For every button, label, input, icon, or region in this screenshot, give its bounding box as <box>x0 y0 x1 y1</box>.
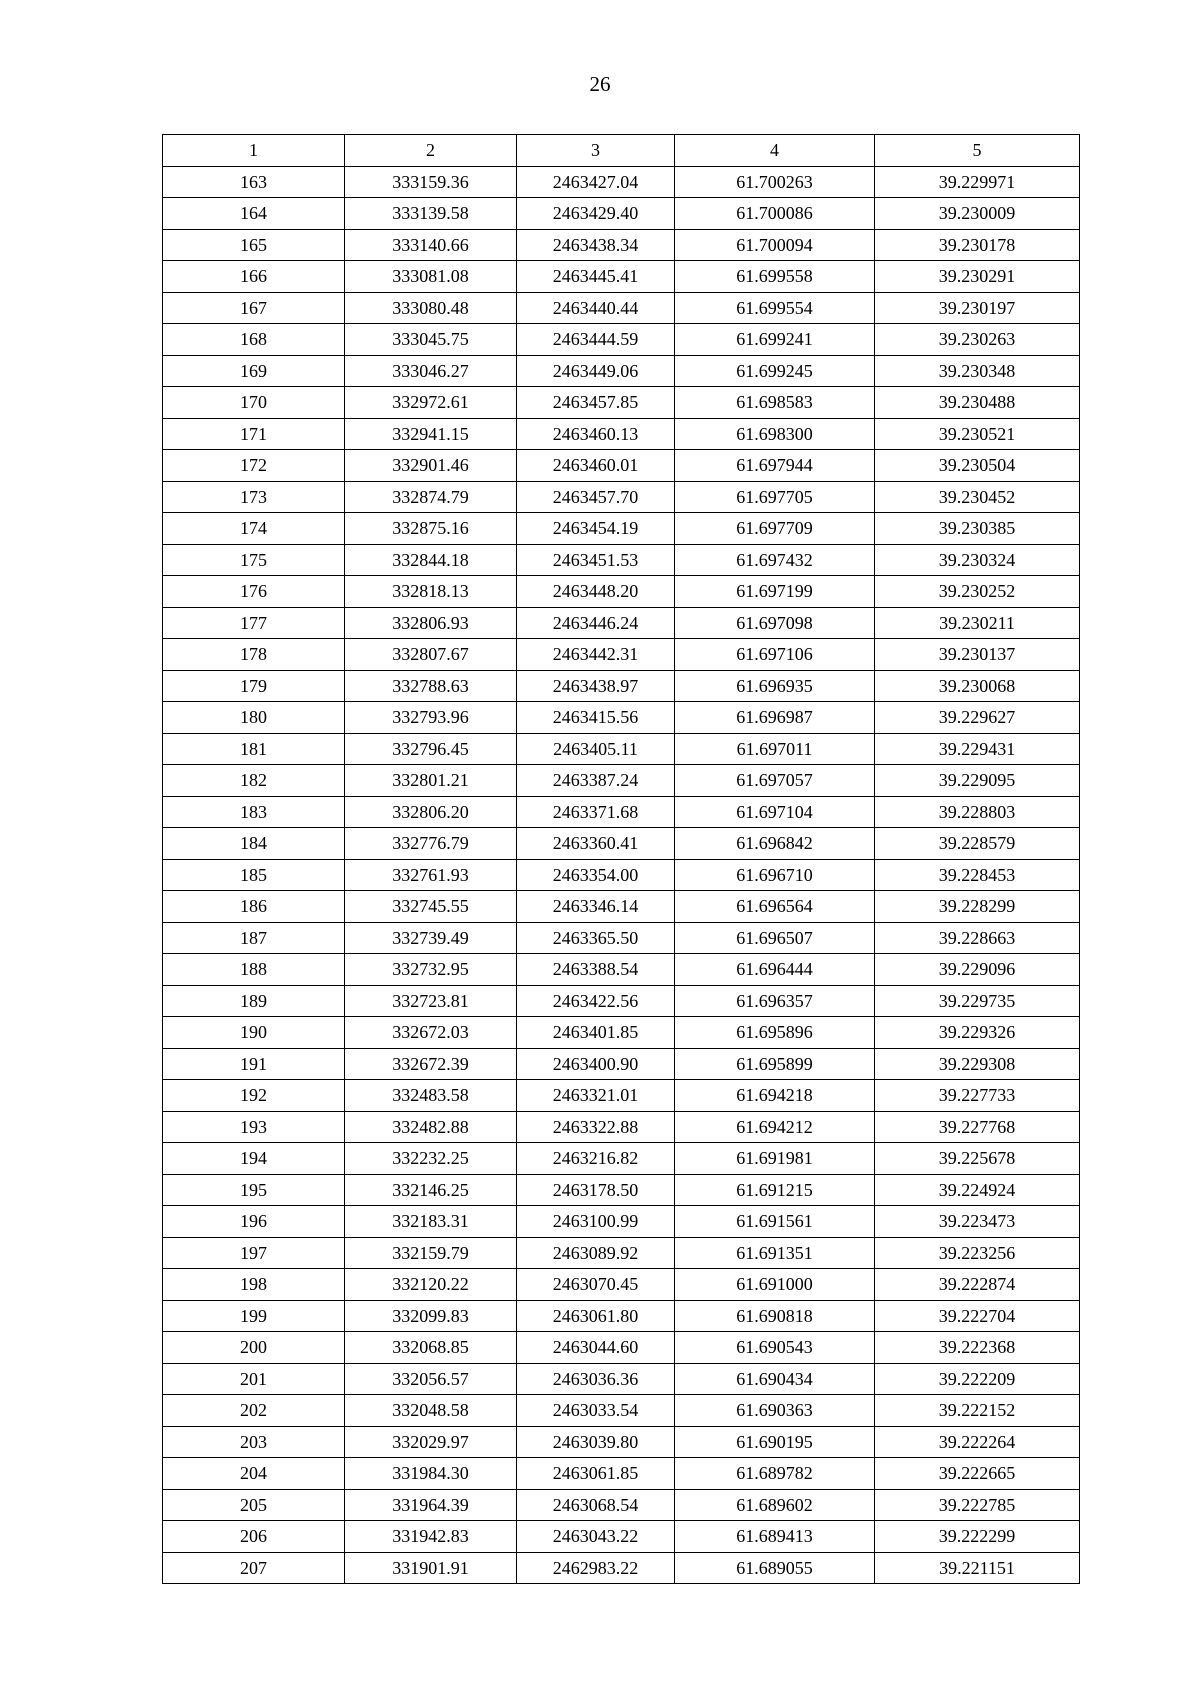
point-number-cell: 201 <box>163 1363 345 1395</box>
x-coordinate-cell: 331901.91 <box>345 1552 517 1584</box>
y-coordinate-cell: 2463427.04 <box>517 166 675 198</box>
x-coordinate-cell: 332807.67 <box>345 639 517 671</box>
table-row <box>163 922 1080 954</box>
point-number-cell: 198 <box>163 1269 345 1301</box>
latitude-cell: 61.690195 <box>675 1426 875 1458</box>
table-row <box>163 1080 1080 1112</box>
y-coordinate-cell: 2463387.24 <box>517 765 675 797</box>
point-number-cell: 207 <box>163 1552 345 1584</box>
table-row <box>163 418 1080 450</box>
y-coordinate-cell: 2463371.68 <box>517 796 675 828</box>
longitude-cell: 39.228453 <box>875 859 1080 891</box>
longitude-cell: 39.222368 <box>875 1332 1080 1364</box>
point-number-cell: 195 <box>163 1174 345 1206</box>
longitude-cell: 39.229308 <box>875 1048 1080 1080</box>
longitude-cell: 39.222874 <box>875 1269 1080 1301</box>
latitude-cell: 61.697709 <box>675 513 875 545</box>
x-coordinate-cell: 332806.93 <box>345 607 517 639</box>
coordinates-table <box>162 134 1080 1584</box>
longitude-cell: 39.230488 <box>875 387 1080 419</box>
x-coordinate-cell: 333159.36 <box>345 166 517 198</box>
x-coordinate-cell: 332901.46 <box>345 450 517 482</box>
x-coordinate-cell: 332796.45 <box>345 733 517 765</box>
column-header-4: 4 <box>675 135 875 167</box>
x-coordinate-cell: 332844.18 <box>345 544 517 576</box>
longitude-cell: 39.228803 <box>875 796 1080 828</box>
longitude-cell: 39.222785 <box>875 1489 1080 1521</box>
y-coordinate-cell: 2463365.50 <box>517 922 675 954</box>
longitude-cell: 39.230137 <box>875 639 1080 671</box>
y-coordinate-cell: 2463061.85 <box>517 1458 675 1490</box>
longitude-cell: 39.230385 <box>875 513 1080 545</box>
longitude-cell: 39.223473 <box>875 1206 1080 1238</box>
x-coordinate-cell: 332672.03 <box>345 1017 517 1049</box>
table-row <box>163 765 1080 797</box>
latitude-cell: 61.698300 <box>675 418 875 450</box>
x-coordinate-cell: 332732.95 <box>345 954 517 986</box>
y-coordinate-cell: 2463438.97 <box>517 670 675 702</box>
point-number-cell: 202 <box>163 1395 345 1427</box>
table-row <box>163 1489 1080 1521</box>
longitude-cell: 39.222264 <box>875 1426 1080 1458</box>
y-coordinate-cell: 2463068.54 <box>517 1489 675 1521</box>
longitude-cell: 39.230197 <box>875 292 1080 324</box>
point-number-cell: 187 <box>163 922 345 954</box>
y-coordinate-cell: 2463100.99 <box>517 1206 675 1238</box>
table-row <box>163 544 1080 576</box>
y-coordinate-cell: 2463039.80 <box>517 1426 675 1458</box>
x-coordinate-cell: 332761.93 <box>345 859 517 891</box>
x-coordinate-cell: 332056.57 <box>345 1363 517 1395</box>
x-coordinate-cell: 332183.31 <box>345 1206 517 1238</box>
y-coordinate-cell: 2463454.19 <box>517 513 675 545</box>
y-coordinate-cell: 2463061.80 <box>517 1300 675 1332</box>
table-row <box>163 481 1080 513</box>
latitude-cell: 61.697106 <box>675 639 875 671</box>
longitude-cell: 39.230324 <box>875 544 1080 576</box>
table-row <box>163 355 1080 387</box>
longitude-cell: 39.222665 <box>875 1458 1080 1490</box>
y-coordinate-cell: 2463438.34 <box>517 229 675 261</box>
table-row <box>163 733 1080 765</box>
y-coordinate-cell: 2463446.24 <box>517 607 675 639</box>
y-coordinate-cell: 2463445.41 <box>517 261 675 293</box>
x-coordinate-cell: 331942.83 <box>345 1521 517 1553</box>
point-number-cell: 179 <box>163 670 345 702</box>
x-coordinate-cell: 332482.88 <box>345 1111 517 1143</box>
y-coordinate-cell: 2463451.53 <box>517 544 675 576</box>
point-number-cell: 182 <box>163 765 345 797</box>
point-number-cell: 172 <box>163 450 345 482</box>
latitude-cell: 61.696842 <box>675 828 875 860</box>
table-row <box>163 639 1080 671</box>
longitude-cell: 39.228579 <box>875 828 1080 860</box>
longitude-cell: 39.230211 <box>875 607 1080 639</box>
latitude-cell: 61.690434 <box>675 1363 875 1395</box>
latitude-cell: 61.690363 <box>675 1395 875 1427</box>
x-coordinate-cell: 332793.96 <box>345 702 517 734</box>
latitude-cell: 61.696935 <box>675 670 875 702</box>
point-number-cell: 166 <box>163 261 345 293</box>
table-row <box>163 828 1080 860</box>
latitude-cell: 61.699558 <box>675 261 875 293</box>
latitude-cell: 61.691000 <box>675 1269 875 1301</box>
latitude-cell: 61.696710 <box>675 859 875 891</box>
latitude-cell: 61.698583 <box>675 387 875 419</box>
latitude-cell: 61.700094 <box>675 229 875 261</box>
point-number-cell: 200 <box>163 1332 345 1364</box>
y-coordinate-cell: 2463388.54 <box>517 954 675 986</box>
table-row <box>163 1521 1080 1553</box>
x-coordinate-cell: 332806.20 <box>345 796 517 828</box>
longitude-cell: 39.223256 <box>875 1237 1080 1269</box>
y-coordinate-cell: 2463321.01 <box>517 1080 675 1112</box>
latitude-cell: 61.689413 <box>675 1521 875 1553</box>
latitude-cell: 61.697944 <box>675 450 875 482</box>
y-coordinate-cell: 2463346.14 <box>517 891 675 923</box>
column-header-5: 5 <box>875 135 1080 167</box>
latitude-cell: 61.696987 <box>675 702 875 734</box>
longitude-cell: 39.222299 <box>875 1521 1080 1553</box>
x-coordinate-cell: 332874.79 <box>345 481 517 513</box>
longitude-cell: 39.230068 <box>875 670 1080 702</box>
table-body <box>163 166 1080 1584</box>
point-number-cell: 168 <box>163 324 345 356</box>
point-number-cell: 194 <box>163 1143 345 1175</box>
latitude-cell: 61.696444 <box>675 954 875 986</box>
x-coordinate-cell: 332745.55 <box>345 891 517 923</box>
latitude-cell: 61.697705 <box>675 481 875 513</box>
x-coordinate-cell: 332099.83 <box>345 1300 517 1332</box>
x-coordinate-cell: 332159.79 <box>345 1237 517 1269</box>
point-number-cell: 165 <box>163 229 345 261</box>
latitude-cell: 61.699554 <box>675 292 875 324</box>
column-header-2: 2 <box>345 135 517 167</box>
column-header-1: 1 <box>163 135 345 167</box>
point-number-cell: 197 <box>163 1237 345 1269</box>
table-row <box>163 229 1080 261</box>
point-number-cell: 170 <box>163 387 345 419</box>
longitude-cell: 39.230263 <box>875 324 1080 356</box>
table-row <box>163 1395 1080 1427</box>
table-row <box>163 1237 1080 1269</box>
y-coordinate-cell: 2463401.85 <box>517 1017 675 1049</box>
latitude-cell: 61.689055 <box>675 1552 875 1584</box>
longitude-cell: 39.230178 <box>875 229 1080 261</box>
point-number-cell: 167 <box>163 292 345 324</box>
y-coordinate-cell: 2463036.36 <box>517 1363 675 1395</box>
latitude-cell: 61.689782 <box>675 1458 875 1490</box>
point-number-cell: 199 <box>163 1300 345 1332</box>
y-coordinate-cell: 2463415.56 <box>517 702 675 734</box>
y-coordinate-cell: 2463216.82 <box>517 1143 675 1175</box>
point-number-cell: 174 <box>163 513 345 545</box>
table-row <box>163 324 1080 356</box>
latitude-cell: 61.696564 <box>675 891 875 923</box>
latitude-cell: 61.689602 <box>675 1489 875 1521</box>
x-coordinate-cell: 333046.27 <box>345 355 517 387</box>
x-coordinate-cell: 332801.21 <box>345 765 517 797</box>
latitude-cell: 61.700263 <box>675 166 875 198</box>
table-row <box>163 450 1080 482</box>
longitude-cell: 39.230504 <box>875 450 1080 482</box>
point-number-cell: 183 <box>163 796 345 828</box>
longitude-cell: 39.224924 <box>875 1174 1080 1206</box>
point-number-cell: 173 <box>163 481 345 513</box>
x-coordinate-cell: 333080.48 <box>345 292 517 324</box>
column-header-3: 3 <box>517 135 675 167</box>
x-coordinate-cell: 332146.25 <box>345 1174 517 1206</box>
latitude-cell: 61.697057 <box>675 765 875 797</box>
point-number-cell: 203 <box>163 1426 345 1458</box>
latitude-cell: 61.697011 <box>675 733 875 765</box>
point-number-cell: 185 <box>163 859 345 891</box>
latitude-cell: 61.690543 <box>675 1332 875 1364</box>
table-row <box>163 702 1080 734</box>
y-coordinate-cell: 2463400.90 <box>517 1048 675 1080</box>
longitude-cell: 39.230452 <box>875 481 1080 513</box>
y-coordinate-cell: 2463442.31 <box>517 639 675 671</box>
y-coordinate-cell: 2463429.40 <box>517 198 675 230</box>
longitude-cell: 39.230521 <box>875 418 1080 450</box>
table-row <box>163 166 1080 198</box>
table-row <box>163 1269 1080 1301</box>
y-coordinate-cell: 2463457.70 <box>517 481 675 513</box>
y-coordinate-cell: 2463405.11 <box>517 733 675 765</box>
longitude-cell: 39.222704 <box>875 1300 1080 1332</box>
table-row <box>163 1143 1080 1175</box>
longitude-cell: 39.229971 <box>875 166 1080 198</box>
page-number: 26 <box>589 72 611 96</box>
longitude-cell: 39.229096 <box>875 954 1080 986</box>
latitude-cell: 61.691215 <box>675 1174 875 1206</box>
latitude-cell: 61.695896 <box>675 1017 875 1049</box>
point-number-cell: 169 <box>163 355 345 387</box>
longitude-cell: 39.230009 <box>875 198 1080 230</box>
y-coordinate-cell: 2463460.13 <box>517 418 675 450</box>
y-coordinate-cell: 2462983.22 <box>517 1552 675 1584</box>
x-coordinate-cell: 332739.49 <box>345 922 517 954</box>
x-coordinate-cell: 331984.30 <box>345 1458 517 1490</box>
longitude-cell: 39.229326 <box>875 1017 1080 1049</box>
latitude-cell: 61.699245 <box>675 355 875 387</box>
y-coordinate-cell: 2463444.59 <box>517 324 675 356</box>
table-row <box>163 292 1080 324</box>
x-coordinate-cell: 332788.63 <box>345 670 517 702</box>
x-coordinate-cell: 332818.13 <box>345 576 517 608</box>
y-coordinate-cell: 2463354.00 <box>517 859 675 891</box>
y-coordinate-cell: 2463322.88 <box>517 1111 675 1143</box>
longitude-cell: 39.225678 <box>875 1143 1080 1175</box>
longitude-cell: 39.229735 <box>875 985 1080 1017</box>
point-number-cell: 184 <box>163 828 345 860</box>
x-coordinate-cell: 332723.81 <box>345 985 517 1017</box>
y-coordinate-cell: 2463044.60 <box>517 1332 675 1364</box>
table-row <box>163 891 1080 923</box>
latitude-cell: 61.694218 <box>675 1080 875 1112</box>
point-number-cell: 206 <box>163 1521 345 1553</box>
latitude-cell: 61.697199 <box>675 576 875 608</box>
longitude-cell: 39.221151 <box>875 1552 1080 1584</box>
table-row <box>163 1206 1080 1238</box>
longitude-cell: 39.230291 <box>875 261 1080 293</box>
y-coordinate-cell: 2463178.50 <box>517 1174 675 1206</box>
latitude-cell: 61.697098 <box>675 607 875 639</box>
x-coordinate-cell: 333045.75 <box>345 324 517 356</box>
x-coordinate-cell: 332672.39 <box>345 1048 517 1080</box>
point-number-cell: 196 <box>163 1206 345 1238</box>
table-row <box>163 1017 1080 1049</box>
table-row <box>163 387 1080 419</box>
point-number-cell: 163 <box>163 166 345 198</box>
point-number-cell: 204 <box>163 1458 345 1490</box>
latitude-cell: 61.690818 <box>675 1300 875 1332</box>
longitude-cell: 39.229095 <box>875 765 1080 797</box>
x-coordinate-cell: 332120.22 <box>345 1269 517 1301</box>
table-row <box>163 198 1080 230</box>
latitude-cell: 61.695899 <box>675 1048 875 1080</box>
table-row <box>163 1111 1080 1143</box>
table-row <box>163 513 1080 545</box>
point-number-cell: 171 <box>163 418 345 450</box>
table-row <box>163 1363 1080 1395</box>
longitude-cell: 39.230348 <box>875 355 1080 387</box>
latitude-cell: 61.691981 <box>675 1143 875 1175</box>
table-row <box>163 1174 1080 1206</box>
point-number-cell: 205 <box>163 1489 345 1521</box>
longitude-cell: 39.229431 <box>875 733 1080 765</box>
point-number-cell: 191 <box>163 1048 345 1080</box>
latitude-cell: 61.697104 <box>675 796 875 828</box>
point-number-cell: 175 <box>163 544 345 576</box>
x-coordinate-cell: 332483.58 <box>345 1080 517 1112</box>
point-number-cell: 181 <box>163 733 345 765</box>
y-coordinate-cell: 2463460.01 <box>517 450 675 482</box>
longitude-cell: 39.229627 <box>875 702 1080 734</box>
longitude-cell: 39.222152 <box>875 1395 1080 1427</box>
latitude-cell: 61.700086 <box>675 198 875 230</box>
table-row <box>163 1552 1080 1584</box>
latitude-cell: 61.696357 <box>675 985 875 1017</box>
point-number-cell: 180 <box>163 702 345 734</box>
table-row <box>163 1300 1080 1332</box>
latitude-cell: 61.699241 <box>675 324 875 356</box>
longitude-cell: 39.230252 <box>875 576 1080 608</box>
y-coordinate-cell: 2463448.20 <box>517 576 675 608</box>
table-row <box>163 1048 1080 1080</box>
table-row <box>163 1458 1080 1490</box>
latitude-cell: 61.696507 <box>675 922 875 954</box>
latitude-cell: 61.694212 <box>675 1111 875 1143</box>
y-coordinate-cell: 2463457.85 <box>517 387 675 419</box>
y-coordinate-cell: 2463422.56 <box>517 985 675 1017</box>
y-coordinate-cell: 2463440.44 <box>517 292 675 324</box>
y-coordinate-cell: 2463070.45 <box>517 1269 675 1301</box>
x-coordinate-cell: 332068.85 <box>345 1332 517 1364</box>
table-header-row <box>163 135 1080 167</box>
x-coordinate-cell: 332776.79 <box>345 828 517 860</box>
x-coordinate-cell: 332972.61 <box>345 387 517 419</box>
table-row <box>163 796 1080 828</box>
longitude-cell: 39.222209 <box>875 1363 1080 1395</box>
table-row <box>163 1332 1080 1364</box>
table-row <box>163 1426 1080 1458</box>
x-coordinate-cell: 333139.58 <box>345 198 517 230</box>
table-row <box>163 985 1080 1017</box>
longitude-cell: 39.228299 <box>875 891 1080 923</box>
longitude-cell: 39.227768 <box>875 1111 1080 1143</box>
x-coordinate-cell: 332941.15 <box>345 418 517 450</box>
x-coordinate-cell: 332232.25 <box>345 1143 517 1175</box>
point-number-cell: 176 <box>163 576 345 608</box>
table-row <box>163 261 1080 293</box>
point-number-cell: 192 <box>163 1080 345 1112</box>
x-coordinate-cell: 332029.97 <box>345 1426 517 1458</box>
table-row <box>163 859 1080 891</box>
point-number-cell: 178 <box>163 639 345 671</box>
table-row <box>163 670 1080 702</box>
table-row <box>163 576 1080 608</box>
point-number-cell: 164 <box>163 198 345 230</box>
y-coordinate-cell: 2463043.22 <box>517 1521 675 1553</box>
latitude-cell: 61.691351 <box>675 1237 875 1269</box>
point-number-cell: 188 <box>163 954 345 986</box>
x-coordinate-cell: 333081.08 <box>345 261 517 293</box>
point-number-cell: 177 <box>163 607 345 639</box>
x-coordinate-cell: 332048.58 <box>345 1395 517 1427</box>
latitude-cell: 61.691561 <box>675 1206 875 1238</box>
table-row <box>163 954 1080 986</box>
longitude-cell: 39.228663 <box>875 922 1080 954</box>
y-coordinate-cell: 2463449.06 <box>517 355 675 387</box>
x-coordinate-cell: 333140.66 <box>345 229 517 261</box>
point-number-cell: 189 <box>163 985 345 1017</box>
point-number-cell: 190 <box>163 1017 345 1049</box>
latitude-cell: 61.697432 <box>675 544 875 576</box>
point-number-cell: 186 <box>163 891 345 923</box>
x-coordinate-cell: 332875.16 <box>345 513 517 545</box>
y-coordinate-cell: 2463360.41 <box>517 828 675 860</box>
table-row <box>163 607 1080 639</box>
point-number-cell: 193 <box>163 1111 345 1143</box>
x-coordinate-cell: 331964.39 <box>345 1489 517 1521</box>
y-coordinate-cell: 2463033.54 <box>517 1395 675 1427</box>
longitude-cell: 39.227733 <box>875 1080 1080 1112</box>
y-coordinate-cell: 2463089.92 <box>517 1237 675 1269</box>
